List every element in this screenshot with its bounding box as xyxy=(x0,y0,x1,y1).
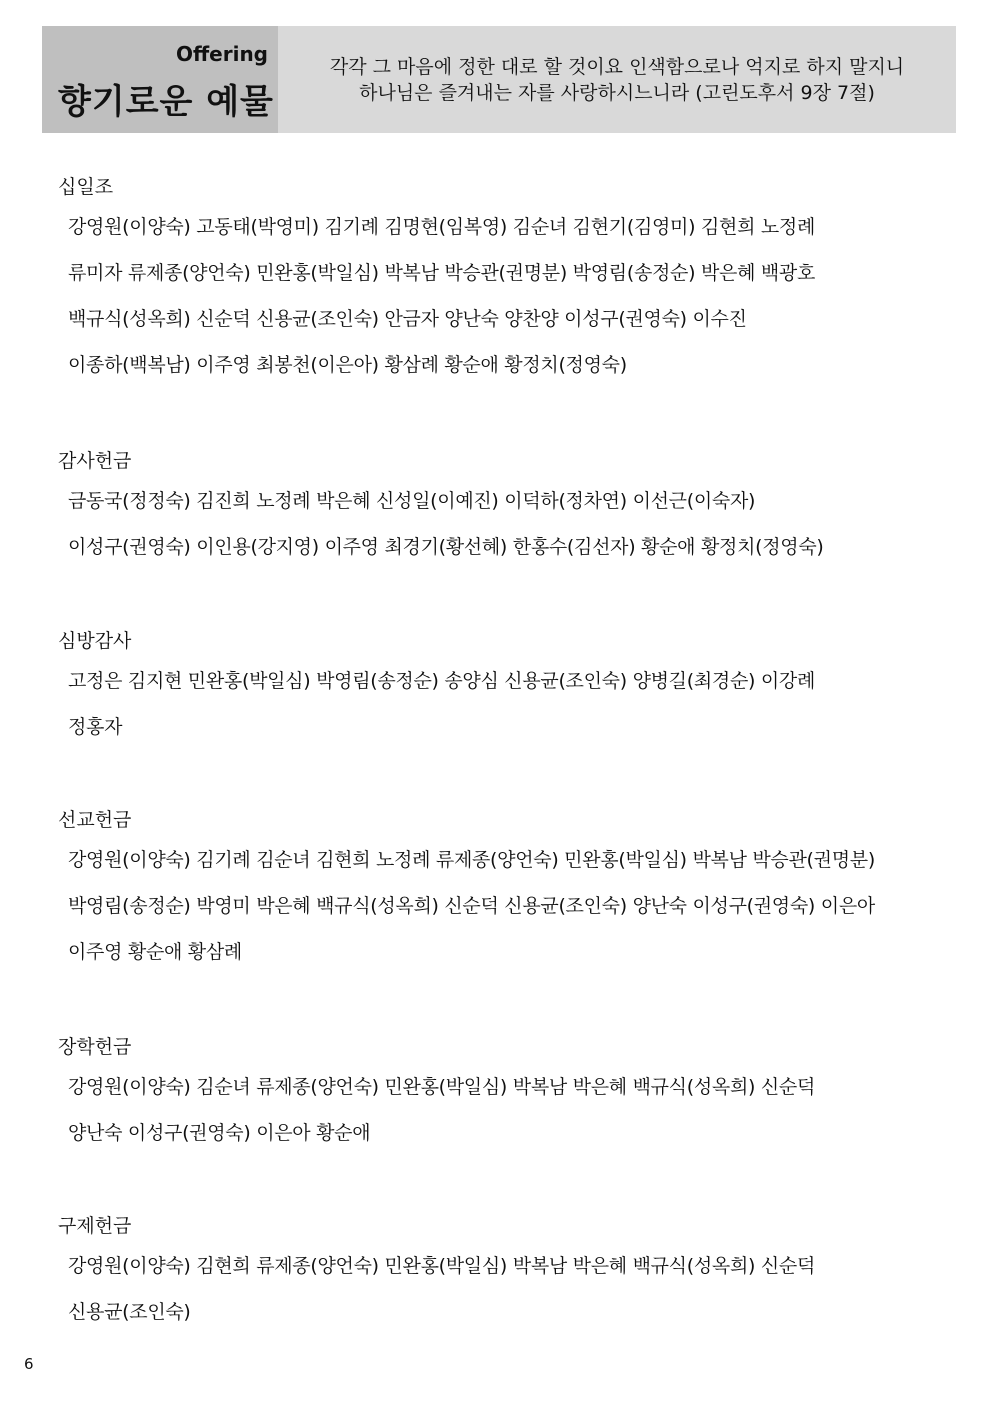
section-visitation xyxy=(58,624,948,750)
page-title: 향기로운 예물 xyxy=(58,82,274,122)
name-line: 이종하(백복남) 이주영 최봉천(이은아) 황삼례 황순애 황정치(정영숙) xyxy=(68,354,627,376)
name-line: 고정은 김지현 민완홍(박일심) 박영림(송정순) 송양심 신용균(조인숙) 양병길(최경순) 이강례 xyxy=(68,670,816,692)
header-title-box xyxy=(42,26,278,133)
name-line: 박영림(송정순) 박영미 박은혜 백규식(성옥희) 신순덕 신용균(조인숙) 양난숙 이성구(권영숙) 이은아 xyxy=(68,895,875,917)
name-line: 강영원(이양숙) 김순녀 류제종(양언숙) 민완홍(박일심) 박복남 박은혜 백규식(성옥희) 신순덕 xyxy=(68,1076,816,1098)
name-line: 강영원(이양숙) 김현희 류제종(양언숙) 민완홍(박일심) 박복남 박은혜 백규식(성옥희) 신순덕 xyxy=(68,1255,816,1277)
section-tithe xyxy=(58,170,948,388)
verse-line-2: 하나님은 즐겨내는 자를 사랑하시느니라 (고린도후서 9장 7절) xyxy=(359,82,875,104)
section-title: 장학헌금 xyxy=(58,1036,132,1058)
scripture-verse xyxy=(278,54,956,106)
page-number: 6 xyxy=(24,1355,34,1373)
name-line: 이성구(권영숙) 이인용(강지영) 이주영 최경기(황선혜) 한홍수(김선자) 황순애 황정치(정영숙) xyxy=(68,536,824,558)
page-header xyxy=(42,26,956,133)
name-line: 백규식(성옥희) 신순덕 신용균(조인숙) 안금자 양난숙 양찬양 이성구(권영숙) 이수진 xyxy=(68,308,747,330)
section-relief xyxy=(58,1209,948,1335)
section-mission xyxy=(58,803,948,975)
name-line: 강영원(이양숙) 김기례 김순녀 김현희 노정례 류제종(양언숙) 민완홍(박일심) 박복남 박승관(권명분) xyxy=(68,849,875,871)
name-line: 정홍자 xyxy=(68,716,123,738)
name-line: 신용균(조인숙) xyxy=(68,1301,191,1323)
section-scholarship xyxy=(58,1030,948,1156)
name-line: 이주영 황순애 황삼례 xyxy=(68,941,242,963)
section-thanksgiving xyxy=(58,444,948,570)
section-title: 심방감사 xyxy=(58,630,132,652)
name-line: 금동국(정정숙) 김진희 노정례 박은혜 신성일(이예진) 이덕하(정차연) 이선근(이숙자) xyxy=(68,490,756,512)
header-english-label: Offering xyxy=(175,42,268,66)
name-line: 양난숙 이성구(권영숙) 이은아 황순애 xyxy=(68,1122,371,1144)
section-title: 구제헌금 xyxy=(58,1215,132,1237)
name-line: 류미자 류제종(양언숙) 민완홍(박일심) 박복남 박승관(권명분) 박영림(송정순) 박은혜 백광호 xyxy=(68,262,816,284)
name-line: 강영원(이양숙) 고동태(박영미) 김기례 김명현(임복영) 김순녀 김현기(김영미) 김현희 노정례 xyxy=(68,216,816,238)
section-title: 감사헌금 xyxy=(58,450,132,472)
verse-line-1: 각각 그 마음에 정한 대로 할 것이요 인색함으로나 억지로 하지 말지니 xyxy=(329,56,905,78)
section-title: 선교헌금 xyxy=(58,809,132,831)
section-title: 십일조 xyxy=(58,176,114,198)
